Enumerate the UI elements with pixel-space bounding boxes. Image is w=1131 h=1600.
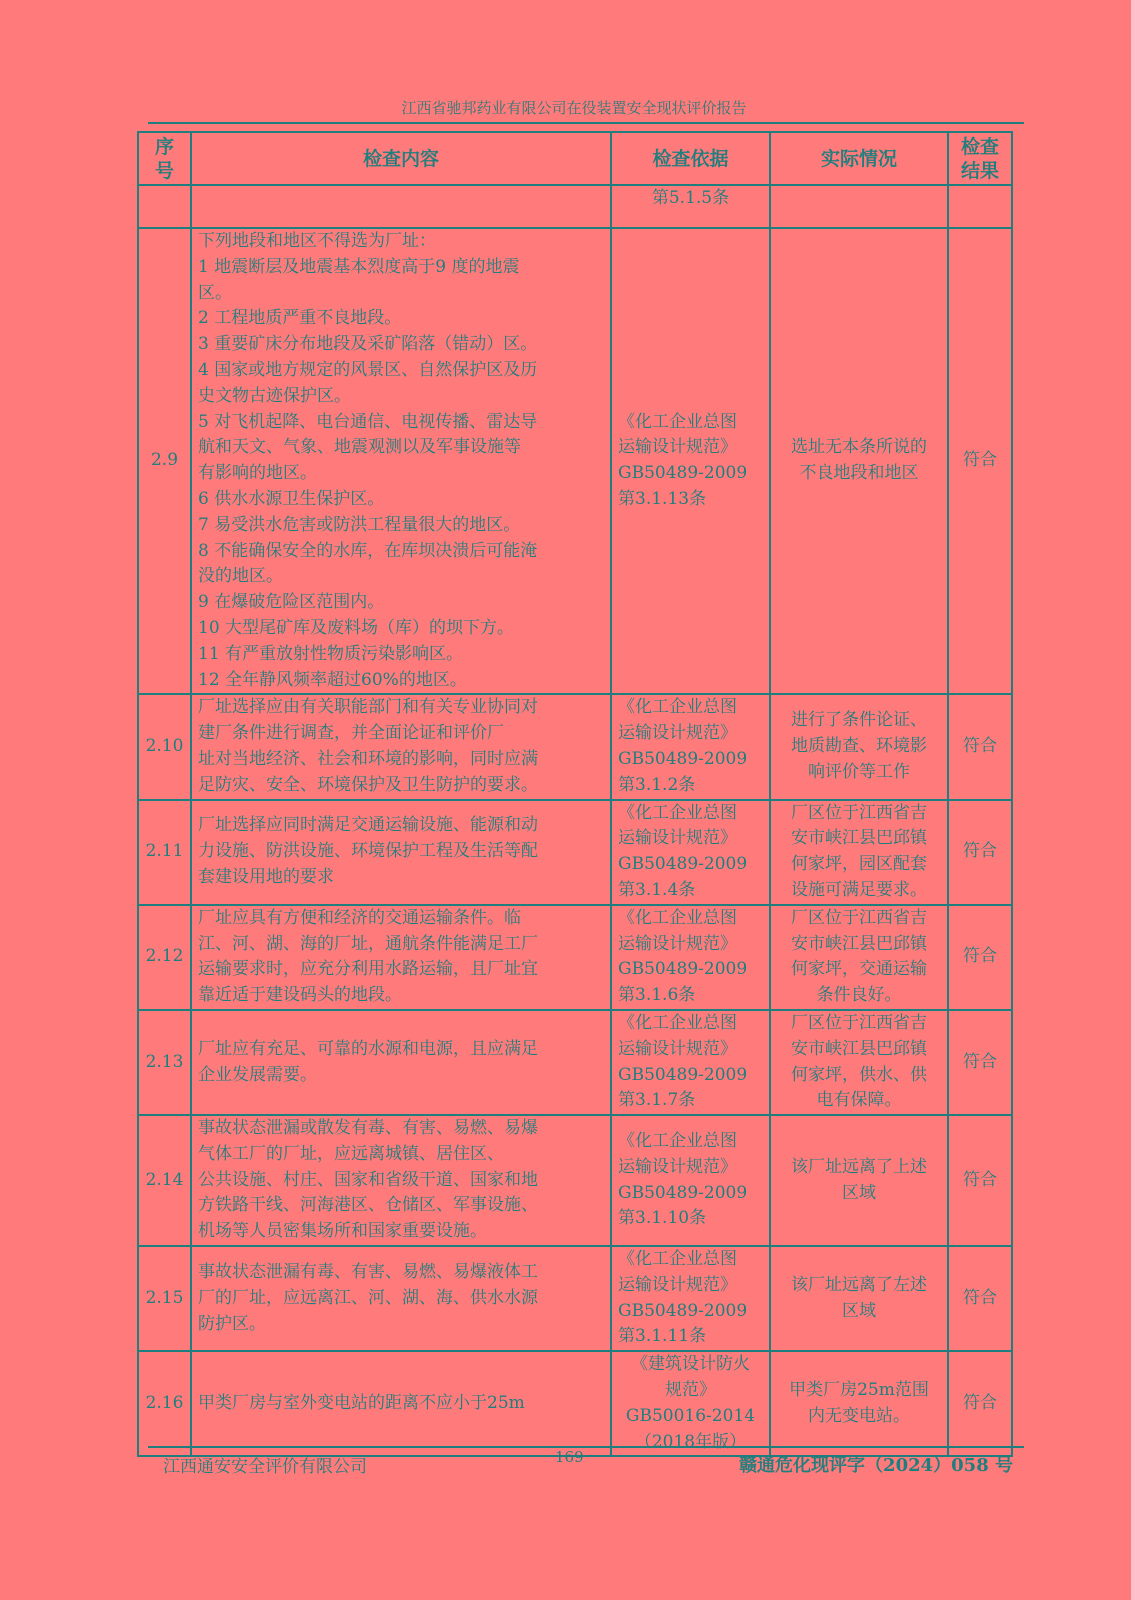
inspection-table bbox=[137, 131, 1013, 1457]
basis-line: GB50489-2009 bbox=[618, 1182, 748, 1203]
basis-line: 运输设计规范》 bbox=[618, 933, 737, 954]
inspection-result-cell bbox=[948, 185, 1012, 228]
inspection-basis-cell bbox=[611, 905, 770, 1010]
actual-line: 厂区位于江西省吉 bbox=[791, 1012, 927, 1033]
row-number-cell: 2.10 bbox=[138, 694, 191, 799]
content-line: 10 大型尾矿库及废料场（库）的坝下方。 bbox=[198, 617, 515, 638]
basis-line: 运输设计规范》 bbox=[618, 437, 737, 458]
col-header-no-line: 号 bbox=[154, 159, 174, 182]
basis-line: 第3.1.4条 bbox=[618, 879, 696, 900]
content-line: 公共设施、村庄、国家和省级干道、国家和地 bbox=[198, 1169, 538, 1190]
content-line: 机场等人员密集场所和国家重要设施。 bbox=[198, 1221, 487, 1242]
document-number: 赣通危化现评字（2024）058 号 bbox=[739, 1455, 1013, 1476]
actual-line: 甲类厂房25m范围 bbox=[789, 1380, 929, 1401]
row-number-cell: 2.14 bbox=[138, 1115, 191, 1246]
inspection-basis-cell bbox=[611, 228, 770, 694]
basis-line: 第5.1.5条 bbox=[651, 188, 730, 208]
content-line: 12 全年静风频率超过60%的地区。 bbox=[198, 669, 467, 690]
table-header-row bbox=[138, 132, 1012, 185]
actual-situation-cell bbox=[770, 1010, 948, 1115]
basis-line: GB50489-2009 bbox=[618, 1300, 748, 1321]
basis-line: 第3.1.10条 bbox=[618, 1208, 707, 1229]
table-row bbox=[138, 694, 1012, 799]
inspection-content-cell bbox=[191, 185, 611, 228]
basis-line: 《化工企业总图 bbox=[618, 1130, 737, 1151]
row-number-cell: 2.9 bbox=[138, 228, 191, 694]
content-line: 方铁路干线、河海港区、仓储区、军事设施、 bbox=[198, 1195, 538, 1216]
actual-line: 区域 bbox=[842, 1182, 876, 1203]
actual-line: 何家坪，园区配套 bbox=[791, 854, 927, 875]
basis-line: GB50489-2009 bbox=[618, 959, 748, 980]
col-header-actual: 实际情况 bbox=[770, 132, 948, 185]
basis-line: 规范》 bbox=[665, 1380, 716, 1401]
inspection-result-cell: 符合 bbox=[948, 800, 1012, 905]
inspection-content-cell bbox=[191, 1246, 611, 1351]
inspection-result-cell: 符合 bbox=[948, 228, 1012, 694]
content-line: 厂址选择应由有关职能部门和有关专业协同对 bbox=[198, 697, 538, 718]
content-line: 3 重要矿床分布地段及采矿陷落（错动）区。 bbox=[198, 334, 538, 355]
actual-line: 厂区位于江西省吉 bbox=[791, 907, 927, 928]
actual-situation-cell bbox=[770, 185, 948, 228]
content-line: 防护区。 bbox=[198, 1313, 266, 1334]
actual-line: 厂区位于江西省吉 bbox=[791, 802, 927, 823]
basis-line: 《化工企业总图 bbox=[618, 1012, 737, 1033]
content-line: 事故状态泄漏或散发有毒、有害、易燃、易爆 bbox=[198, 1118, 538, 1139]
table-row bbox=[138, 1010, 1012, 1115]
content-line: 2 工程地质严重不良地段。 bbox=[198, 308, 402, 329]
actual-line: 选址无本条所说的 bbox=[791, 437, 927, 458]
actual-line: 响评价等工作 bbox=[808, 761, 910, 782]
footer-company: 江西通安安全评价有限公司 bbox=[163, 1457, 367, 1477]
content-line: 没的地区。 bbox=[198, 566, 283, 587]
actual-line: 内无变电站。 bbox=[808, 1405, 910, 1426]
inspection-content-cell bbox=[191, 1115, 611, 1246]
col-header-result-line: 结果 bbox=[960, 159, 999, 182]
content-line: 9 在爆破危险区范围内。 bbox=[198, 592, 385, 613]
content-line: 厂址应有充足、可靠的水源和电源，且应满足 bbox=[198, 1038, 538, 1059]
actual-line: 条件良好。 bbox=[816, 985, 902, 1006]
basis-line: 第3.1.2条 bbox=[618, 774, 696, 795]
inspection-result-cell: 符合 bbox=[948, 1351, 1012, 1456]
content-line: 足防灾、安全、环境保护及卫生防护的要求。 bbox=[198, 774, 538, 795]
content-line: 套建设用地的要求 bbox=[198, 867, 334, 888]
inspection-basis-cell bbox=[611, 185, 770, 228]
content-line: 厂址应具有方便和经济的交通运输条件。临 bbox=[198, 907, 521, 928]
content-line: 6 供水水源卫生保护区。 bbox=[198, 488, 385, 509]
inspection-basis-cell bbox=[611, 1115, 770, 1246]
table-row bbox=[138, 905, 1012, 1010]
content-line: 7 易受洪水危害或防洪工程量很大的地区。 bbox=[198, 514, 521, 535]
table-row bbox=[138, 1115, 1012, 1246]
col-header-basis: 检查依据 bbox=[611, 132, 770, 185]
row-number-cell: 2.16 bbox=[138, 1351, 191, 1456]
inspection-content-cell bbox=[191, 1010, 611, 1115]
actual-line: 地质勘查、环境影 bbox=[791, 736, 927, 757]
inspection-content-cell bbox=[191, 800, 611, 905]
basis-line: 运输设计规范》 bbox=[618, 1156, 737, 1177]
content-line: 1 地震断层及地震基本烈度高于9 度的地震 bbox=[198, 256, 520, 277]
content-line: 厂的厂址，应远离江、河、湖、海、供水水源 bbox=[198, 1287, 538, 1308]
col-header-no-line: 序 bbox=[154, 135, 174, 158]
inspection-content-cell bbox=[191, 905, 611, 1010]
inspection-content-cell bbox=[191, 1351, 611, 1456]
content-line: 8 不能确保安全的水库，在库坝决溃后可能淹 bbox=[198, 540, 538, 561]
content-line: 史文物古迹保护区。 bbox=[198, 385, 351, 406]
col-header-result-line: 检查 bbox=[960, 135, 999, 158]
actual-line: 安市峡江县巴邱镇 bbox=[791, 828, 927, 849]
basis-line: 运输设计规范》 bbox=[618, 723, 737, 744]
content-line: 江、河、湖、海的厂址，通航条件能满足工厂 bbox=[198, 933, 538, 954]
footer-divider bbox=[148, 1446, 1024, 1448]
basis-line: GB50489-2009 bbox=[618, 854, 748, 875]
content-line: 区。 bbox=[198, 282, 232, 303]
table-row bbox=[138, 800, 1012, 905]
content-line: 运输要求时，应充分利用水路运输，且厂址宜 bbox=[198, 959, 538, 980]
basis-line: （2018年版） bbox=[634, 1431, 747, 1452]
actual-line: 安市峡江县巴邱镇 bbox=[791, 1038, 927, 1059]
row-number-cell: 2.12 bbox=[138, 905, 191, 1010]
content-line: 11 有严重放射性物质污染影响区。 bbox=[198, 643, 464, 664]
inspection-content-cell bbox=[191, 228, 611, 694]
actual-line: 何家坪，交通运输 bbox=[791, 959, 927, 980]
content-line: 气体工厂的厂址，应远离城镇、居住区、 bbox=[198, 1143, 504, 1164]
content-line: 下列地段和地区不得选为厂址： bbox=[198, 231, 436, 251]
basis-line: 运输设计规范》 bbox=[618, 828, 737, 849]
header-divider bbox=[148, 122, 1024, 124]
actual-line: 设施可满足要求。 bbox=[791, 879, 927, 900]
content-line: 事故状态泄漏有毒、有害、易燃、易爆液体工 bbox=[198, 1261, 538, 1282]
content-line: 有影响的地区。 bbox=[198, 463, 317, 484]
content-line: 4 国家或地方规定的风景区、自然保护区及历 bbox=[198, 359, 538, 380]
table-row bbox=[138, 1246, 1012, 1351]
basis-line: GB50489-2009 bbox=[618, 1064, 748, 1085]
table-row bbox=[138, 228, 1012, 694]
actual-line: 该厂址远离了左述 bbox=[791, 1274, 927, 1295]
row-number-cell: 2.13 bbox=[138, 1010, 191, 1115]
actual-line: 安市峡江县巴邱镇 bbox=[791, 933, 927, 954]
actual-line: 进行了条件论证、 bbox=[791, 710, 927, 731]
content-line: 5 对飞机起降、电台通信、电视传播、雷达导 bbox=[198, 411, 538, 432]
content-line: 企业发展需要。 bbox=[198, 1064, 317, 1085]
col-header-content: 检查内容 bbox=[191, 132, 611, 185]
inspection-basis-cell bbox=[611, 1351, 770, 1456]
basis-line: 第3.1.6条 bbox=[618, 985, 696, 1006]
content-line: 甲类厂房与室外变电站的距离不应小于25m bbox=[198, 1392, 525, 1413]
actual-situation-cell bbox=[770, 694, 948, 799]
basis-line: GB50016-2014 bbox=[625, 1405, 756, 1426]
basis-line: GB50489-2009 bbox=[618, 748, 748, 769]
inspection-basis-cell bbox=[611, 694, 770, 799]
inspection-basis-cell bbox=[611, 800, 770, 905]
inspection-result-cell: 符合 bbox=[948, 905, 1012, 1010]
inspection-result-cell: 符合 bbox=[948, 1246, 1012, 1351]
basis-line: 《化工企业总图 bbox=[618, 907, 737, 928]
inspection-basis-cell bbox=[611, 1246, 770, 1351]
basis-line: 第3.1.11条 bbox=[618, 1326, 707, 1347]
actual-line: 区域 bbox=[842, 1300, 876, 1321]
table-row bbox=[138, 1351, 1012, 1456]
content-line: 建厂条件进行调查，并全面论证和评价厂 bbox=[198, 723, 504, 744]
content-line: 厂址选择应同时满足交通运输设施、能源和动 bbox=[198, 815, 538, 836]
basis-line: GB50489-2009 bbox=[618, 463, 748, 484]
actual-situation-cell bbox=[770, 905, 948, 1010]
basis-line: 《化工企业总图 bbox=[618, 697, 737, 718]
actual-situation-cell bbox=[770, 1115, 948, 1246]
content-line: 址对当地经济、社会和环境的影响，同时应满 bbox=[198, 748, 538, 769]
inspection-result-cell: 符合 bbox=[948, 1010, 1012, 1115]
row-number-cell: 2.15 bbox=[138, 1246, 191, 1351]
actual-situation-cell bbox=[770, 228, 948, 694]
inspection-basis-cell bbox=[611, 1010, 770, 1115]
row-number-cell: 2.11 bbox=[138, 800, 191, 905]
content-line: 航和天文、气象、地震观测以及军事设施等 bbox=[198, 437, 521, 458]
actual-line: 电有保障。 bbox=[816, 1090, 902, 1111]
actual-line: 该厂址远离了上述 bbox=[791, 1156, 927, 1177]
actual-situation-cell bbox=[770, 1246, 948, 1351]
content-line: 力设施、防洪设施、环境保护工程及生活等配 bbox=[198, 841, 538, 862]
actual-line: 不良地段和地区 bbox=[799, 463, 919, 484]
actual-situation-cell bbox=[770, 800, 948, 905]
inspection-result-cell: 符合 bbox=[948, 1115, 1012, 1246]
basis-line: 第3.1.7条 bbox=[618, 1090, 696, 1111]
basis-line: 第3.1.13条 bbox=[618, 488, 707, 509]
col-header-no bbox=[138, 132, 191, 185]
page-header-title: 江西省驰邦药业有限公司在役装置安全现状评价报告 bbox=[401, 99, 747, 117]
content-line: 靠近适于建设码头的地段。 bbox=[198, 985, 402, 1006]
col-header-result bbox=[948, 132, 1012, 185]
basis-line: 运输设计规范》 bbox=[618, 1038, 737, 1059]
table-row bbox=[138, 185, 1012, 228]
basis-line: 《建筑设计防火 bbox=[631, 1354, 750, 1375]
basis-line: 《化工企业总图 bbox=[618, 802, 737, 823]
basis-line: 《化工企业总图 bbox=[618, 1249, 737, 1270]
inspection-content-cell bbox=[191, 694, 611, 799]
basis-line: 《化工企业总图 bbox=[618, 411, 737, 432]
page-number: 169 bbox=[555, 1448, 584, 1466]
actual-line: 何家坪，供水、供 bbox=[791, 1064, 927, 1085]
inspection-result-cell: 符合 bbox=[948, 694, 1012, 799]
row-number-cell bbox=[138, 185, 191, 228]
basis-line: 运输设计规范》 bbox=[618, 1274, 737, 1295]
actual-situation-cell bbox=[770, 1351, 948, 1456]
